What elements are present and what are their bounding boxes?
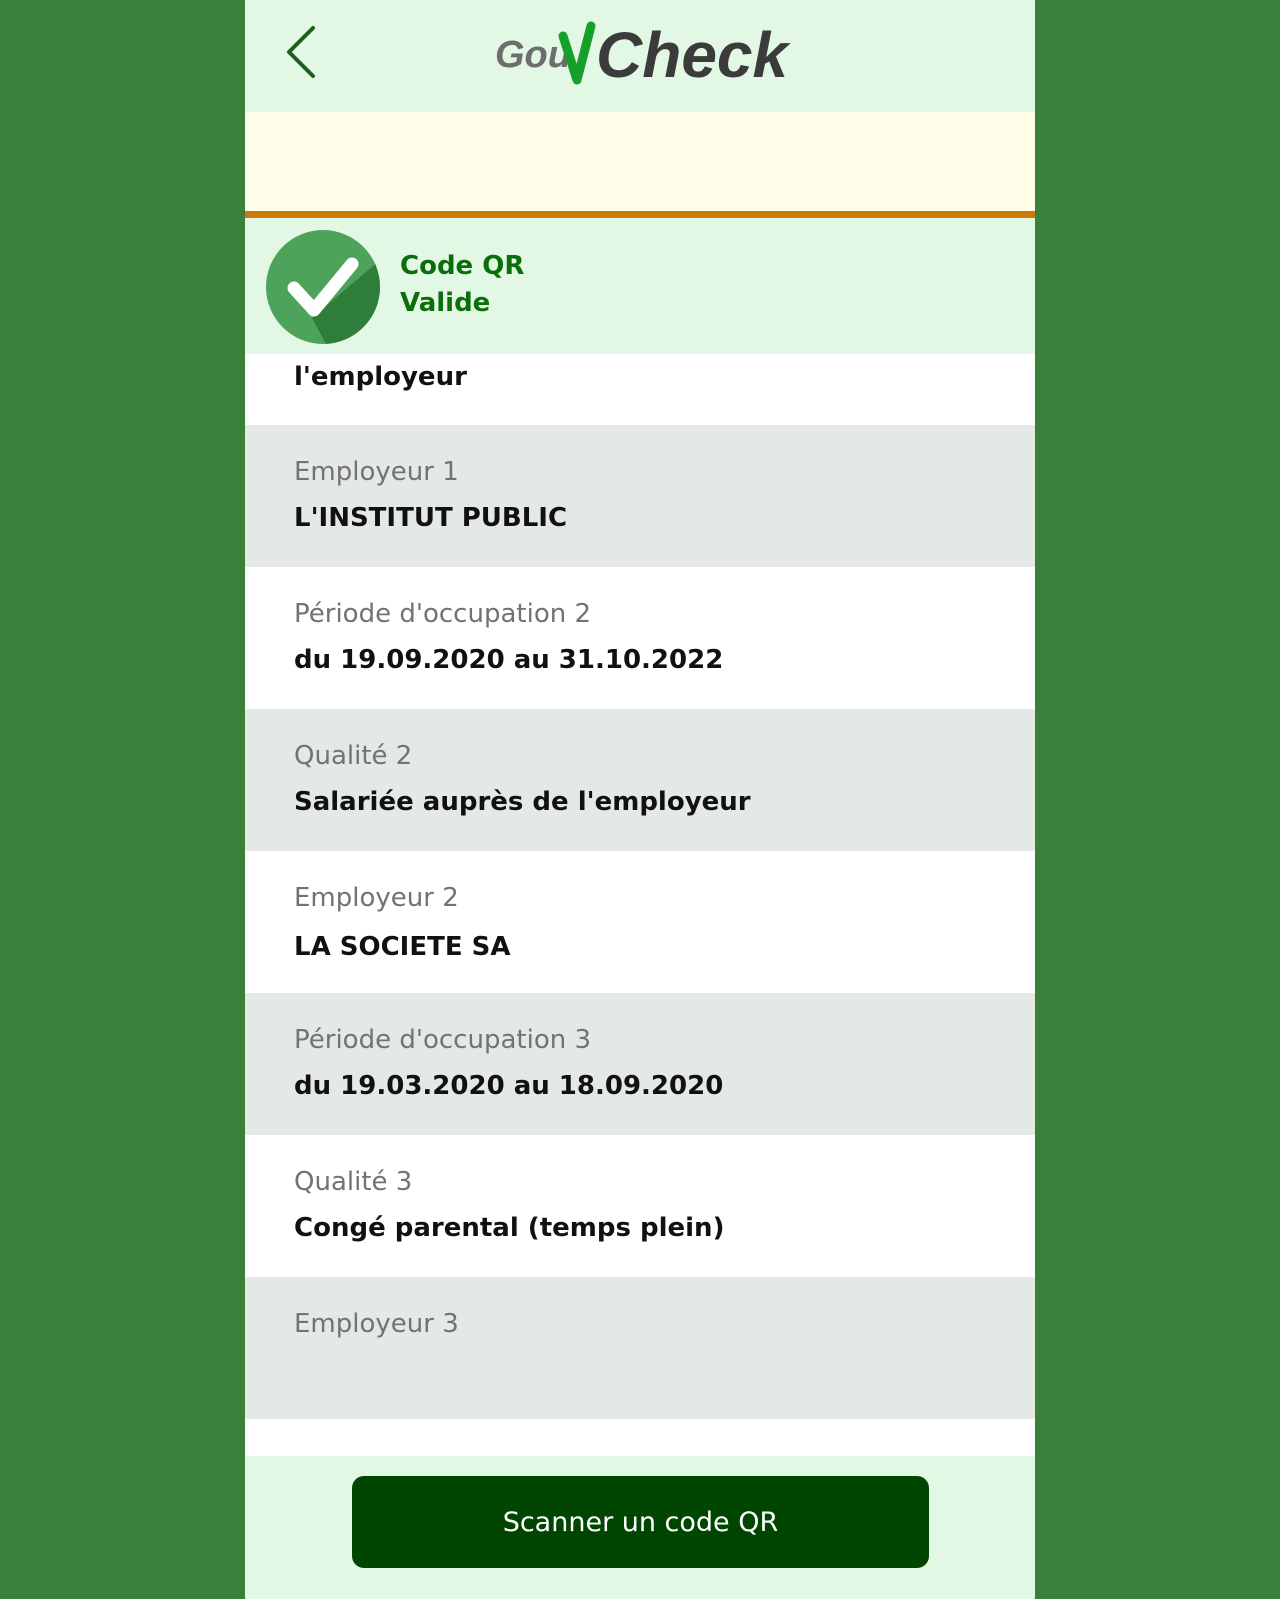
field-label: Employeur 1 xyxy=(294,457,459,487)
field-value: L'INSTITUT PUBLIC xyxy=(294,503,568,533)
banner-divider xyxy=(245,211,1035,218)
status-line-2: Valide xyxy=(400,288,491,318)
field-label: Employeur 2 xyxy=(294,883,459,913)
chevron-left-icon xyxy=(277,22,337,82)
notice-banner xyxy=(245,112,1035,211)
list-item-partial xyxy=(245,1419,1035,1456)
list-item xyxy=(245,851,1035,993)
list-item xyxy=(245,425,1035,567)
list-item xyxy=(245,993,1035,1135)
field-value: du 19.03.2020 au 18.09.2020 xyxy=(294,1071,724,1101)
validation-status xyxy=(245,218,1035,354)
field-label: Qualité 2 xyxy=(294,741,413,771)
list-item xyxy=(245,709,1035,851)
list-item-partial xyxy=(245,354,1035,425)
app-screen xyxy=(245,0,1035,1599)
status-line-1: Code QR xyxy=(400,251,525,281)
field-value: Salariée auprès de l'employeur xyxy=(294,787,751,817)
field-label: Qualité 3 xyxy=(294,1167,413,1197)
back-button[interactable] xyxy=(277,22,337,82)
field-label: Employeur 3 xyxy=(294,1309,459,1339)
check-circle-icon xyxy=(266,230,380,344)
field-label: Période d'occupation 2 xyxy=(294,599,592,629)
list-item xyxy=(245,1135,1035,1277)
gouvcheck-logo xyxy=(495,14,795,94)
logo-text-gou: Gou xyxy=(495,34,571,76)
field-label: Période d'occupation 3 xyxy=(294,1025,592,1055)
logo-text-check: Check xyxy=(596,19,789,91)
field-value: LA SOCIETE SA xyxy=(294,932,511,962)
footer-bar xyxy=(245,1456,1035,1599)
scan-qr-button[interactable]: Scanner un code QR xyxy=(352,1476,929,1568)
field-value: Congé parental (temps plein) xyxy=(294,1213,725,1243)
list-item xyxy=(245,1277,1035,1419)
status-text xyxy=(400,248,524,322)
details-list[interactable] xyxy=(245,354,1035,1456)
app-header xyxy=(245,0,1035,112)
list-item xyxy=(245,567,1035,709)
field-value: du 19.09.2020 au 31.10.2022 xyxy=(294,645,724,675)
field-value: l'employeur xyxy=(294,362,467,392)
